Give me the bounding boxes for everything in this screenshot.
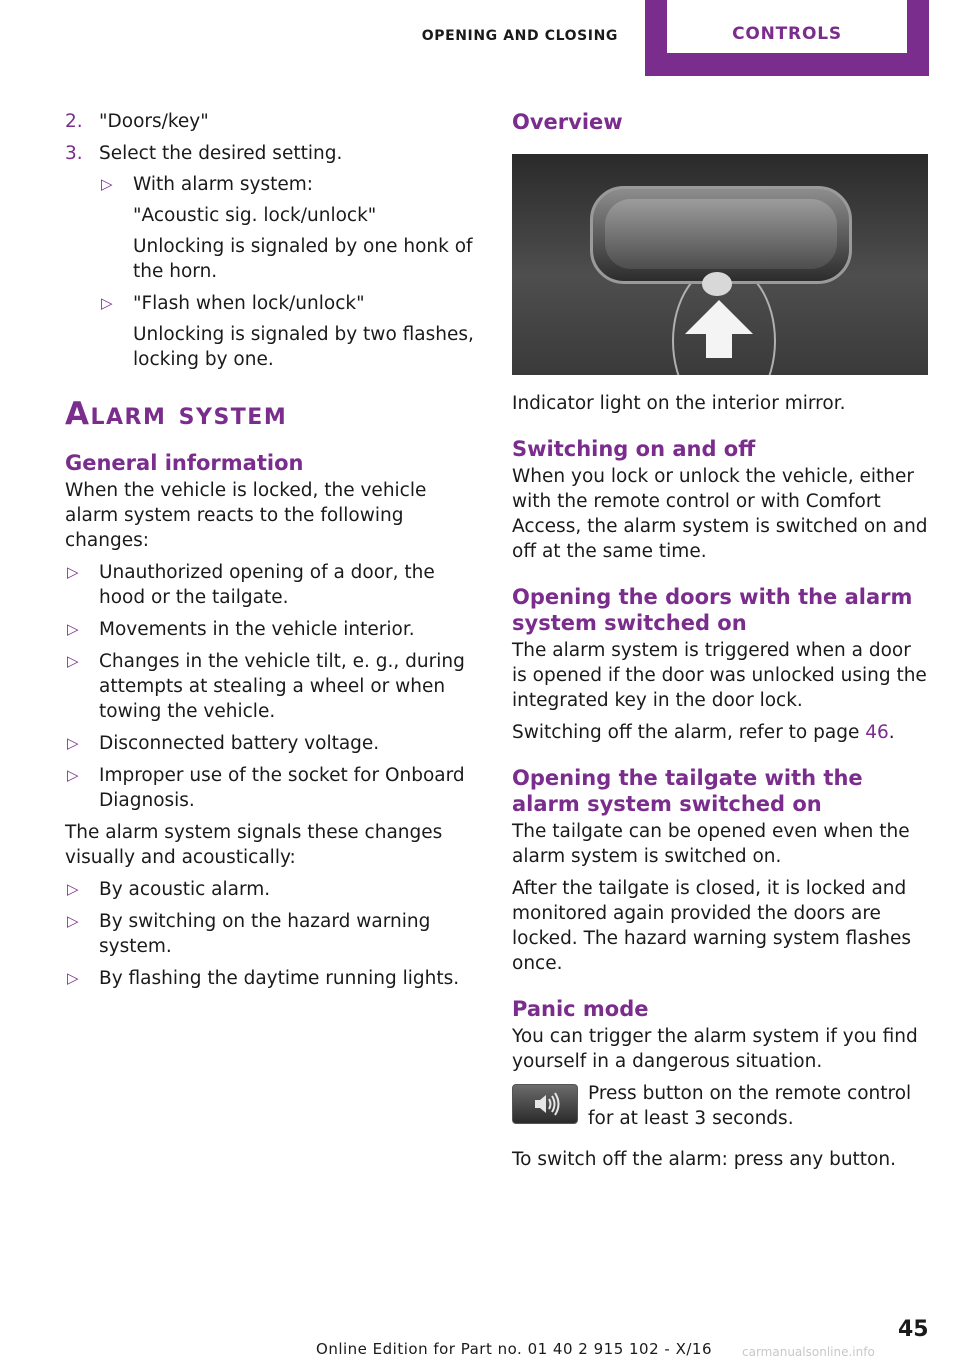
triangle-bullet-icon: ▷: [67, 912, 79, 930]
panic-text: You can trigger the alarm system if you find yourself in a dangerous situation.: [512, 1026, 918, 1072]
changes-list: [65, 560, 485, 813]
triangle-bullet-icon: ▷: [67, 563, 79, 581]
ref-suffix: .: [888, 722, 895, 743]
tailgate-text-1: The tailgate can be opened even when the alarm system is switched on.: [512, 821, 910, 867]
list-item-text: By switching on the hazard warning system.: [99, 911, 431, 957]
arrow-stem: [706, 334, 732, 358]
list-item: [65, 877, 485, 902]
heading-opening-doors: Opening the doors with the alarm system switched on: [512, 585, 913, 635]
running-header-section: OPENING AND CLOSING: [421, 28, 618, 44]
triangle-bullet-icon: ▷: [67, 652, 79, 670]
doors-text: The alarm system is triggered when a door is opened if the door was unlocked using the integrated key in the door lock.: [512, 640, 927, 711]
triangle-bullet-icon: ▷: [101, 175, 113, 193]
triangle-bullet-icon: ▷: [67, 734, 79, 752]
list-item: [65, 560, 485, 610]
triangle-bullet-icon: ▷: [67, 620, 79, 638]
setting-option-value: "Acoustic sig. lock/unlock": [133, 205, 377, 226]
setting-option: [99, 172, 485, 284]
setting-option-title: With alarm system:: [133, 174, 313, 195]
photo-caption: Indicator light on the interior mirror.: [512, 393, 846, 414]
setting-option-desc: Unlocking is signaled by one honk of the horn.: [133, 236, 473, 282]
list-item-text: Improper use of the socket for Onboard Diagnosis.: [99, 765, 465, 811]
general-text: When the vehicle is locked, the vehicle alarm system reacts to the following changes:: [65, 480, 427, 551]
list-item-text: Unauthorized opening of a door, the hood or the tailgate.: [99, 562, 435, 608]
page-number: 45: [898, 1317, 929, 1342]
switching-text: When you lock or unlock the vehicle, either with the remote control or with Comfort Access, the alarm system is switched on and off at the same time.: [512, 466, 928, 562]
list-item: [65, 617, 485, 642]
list-item: [65, 649, 485, 724]
list-item-text: Disconnected battery voltage.: [99, 733, 380, 754]
heading-opening-tailgate: Opening the tailgate with the alarm system switched on: [512, 766, 863, 816]
signals-list: [65, 877, 485, 991]
heading-panic-mode: Panic mode: [512, 997, 649, 1021]
list-item-text: Movements in the vehicle interior.: [99, 619, 415, 640]
setting-option-title: "Flash when lock/unlock": [133, 293, 365, 314]
settings-sublist: [99, 172, 485, 372]
step-text: Select the desired setting.: [99, 143, 343, 164]
heading-general-information: General information: [65, 451, 304, 475]
list-item-text: Changes in the vehicle tilt, e. g., during attempts at stealing a wheel or when towing the vehicle.: [99, 651, 465, 722]
watermark: carmanualsonline.info: [742, 1345, 875, 1359]
triangle-bullet-icon: ▷: [101, 294, 113, 312]
step-item: [65, 141, 485, 372]
tailgate-text-2: After the tailgate is closed, it is locked and monitored again provided the doors are locked. The hazard warning system flashes once.: [512, 878, 911, 974]
page-46-link[interactable]: 46: [865, 722, 889, 743]
right-column: [512, 109, 930, 1179]
setting-option: [99, 291, 485, 372]
triangle-bullet-icon: ▷: [67, 766, 79, 784]
section-title-alarm-system: Alarm system: [65, 396, 288, 432]
panic-off-text: To switch off the alarm: press any button.: [512, 1149, 896, 1170]
panic-button-text: Press button on the remote control for at least 3 seconds.: [588, 1083, 912, 1129]
ref-prefix: Switching off the alarm, refer to page: [512, 722, 866, 743]
left-column: [65, 109, 485, 998]
list-item: [65, 909, 485, 959]
doors-reference: [512, 720, 930, 745]
step-text: "Doors/key": [99, 111, 209, 132]
step-item: [65, 109, 485, 134]
step-number: 2.: [65, 111, 83, 132]
setting-option-desc: Unlocking is signaled by two flashes, locking by one.: [133, 324, 474, 370]
triangle-bullet-icon: ▷: [67, 880, 79, 898]
indicator-light: [702, 272, 732, 296]
list-item: [65, 763, 485, 813]
list-item-text: By flashing the daytime running lights.: [99, 968, 460, 989]
mirror-housing: [590, 186, 852, 284]
footer-edition: Online Edition for Part no. 01 40 2 915 102 - X/16: [316, 1340, 712, 1358]
arrow-up-icon: [685, 300, 753, 334]
signals-text: The alarm system signals these changes visually and acoustically:: [65, 822, 443, 868]
header-tab-frame: [645, 0, 929, 76]
header-tab-controls[interactable]: CONTROLS: [667, 0, 907, 53]
heading-switching-on-off: Switching on and off: [512, 437, 756, 461]
heading-overview: Overview: [512, 110, 623, 134]
panic-button-icon: [512, 1084, 578, 1124]
triangle-bullet-icon: ▷: [67, 969, 79, 987]
list-item: [65, 731, 485, 756]
step-number: 3.: [65, 143, 83, 164]
list-item-text: By acoustic alarm.: [99, 879, 271, 900]
panic-button-row: [512, 1081, 930, 1131]
interior-mirror-photo: [512, 154, 928, 375]
list-item: [65, 966, 485, 991]
mirror-glass: [605, 199, 837, 269]
